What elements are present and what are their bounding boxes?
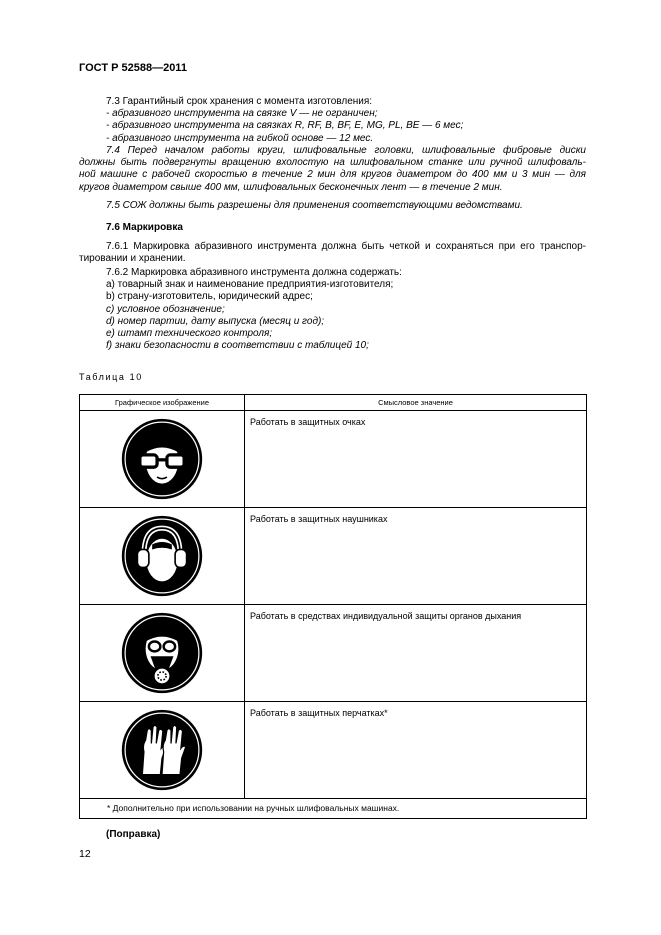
section-7-4-line: должны быть подвергнуты вращению вхолостую на шлифовальном станке или ручной шлифоваль- [79,157,586,169]
section-7-3-item: - абразивного инструмента на связках R, RF, B, BF, E, MG, PL, BE — 6 мес; [106,120,464,132]
list-item: e) штамп технического контроля; [106,328,273,340]
section-7-3-title: 7.3 Гарантийный срок хранения с момента изготовления: [106,96,373,107]
section-7-4-line: кругов диаметром свыше 400 мм, шлифовальных бесконечных лент — в течение 2 мин. [79,181,503,193]
sign-cell [80,702,245,799]
document-header: ГОСТ Р 52588—2011 [79,62,187,74]
column-header: Графическое изображение [80,395,245,411]
table-row [80,702,587,799]
table-row [80,605,587,702]
section-7-4 [79,145,586,194]
section-7-5 [79,200,586,212]
table-header-row [80,395,587,411]
safety-signs-table [79,394,587,819]
section-7-6 [79,222,586,234]
section-7-3-item: - абразивного инструмента на связке V — не ограничен; [106,108,378,120]
section-7-3 [79,96,586,145]
table-row [80,411,587,508]
safety-goggles-icon [121,418,203,500]
section-7-4-line: ной машине с рабочей скоростью в течение 2 мин для кругов диаметром до 400 мм и 3 мин — для [79,169,586,181]
column-header: Смысловое значение [245,395,587,411]
section-7-4-line: 7.4 Перед началом работы круги, шлифовальные головки, шлифовальные фибровые диски [106,145,586,156]
section-7-6-1-line: тировании и хранении. [79,253,186,265]
section-7-6-1-line: 7.6.1 Маркировка абразивного инструмента должна быть четкой и сохраняться при его транспор- [106,241,586,252]
correction-note: (Поправка) [106,829,161,840]
sign-meaning: Работать в средствах индивидуальной защиты органов дыхания [245,605,587,702]
section-7-6-2 [79,267,586,352]
table-footnote: * Дополнительно при использовании на ручных шлифовальных машинах. [80,799,587,819]
sign-cell [80,411,245,508]
table-footnote-row [80,799,587,819]
sign-meaning: Работать в защитных наушниках [245,508,587,605]
section-7-6-1 [79,241,586,265]
table-caption: Таблица 10 [79,372,143,382]
protective-gloves-icon [121,709,203,791]
list-item: d) номер партии, дату выпуска (месяц и год); [106,315,325,327]
respirator-icon [121,612,203,694]
list-item: b) страну-изготовитель, юридический адрес; [106,291,313,303]
table-row [80,508,587,605]
section-7-5-text: 7.5 СОЖ должны быть разрешены для применения соответствующими ведомствами. [106,200,523,211]
section-7-6-2-intro: 7.6.2 Маркировка абразивного инструмента должна содержать: [106,267,402,278]
list-item: c) условное обозначение; [106,303,225,315]
list-item: a) товарный знак и наименование предприятия-изготовителя; [106,279,394,291]
list-item: f) знаки безопасности в соответствии с таблицей 10; [106,340,369,352]
sign-meaning: Работать в защитных перчатках* [245,702,587,799]
section-7-6-heading: 7.6 Маркировка [106,222,183,233]
sign-cell [80,508,245,605]
section-7-3-item: - абразивного инструмента на гибкой основе — 12 мес. [106,132,374,144]
ear-protection-icon [121,515,203,597]
sign-meaning: Работать в защитных очках [245,411,587,508]
page-number: 12 [79,848,91,860]
sign-cell [80,605,245,702]
